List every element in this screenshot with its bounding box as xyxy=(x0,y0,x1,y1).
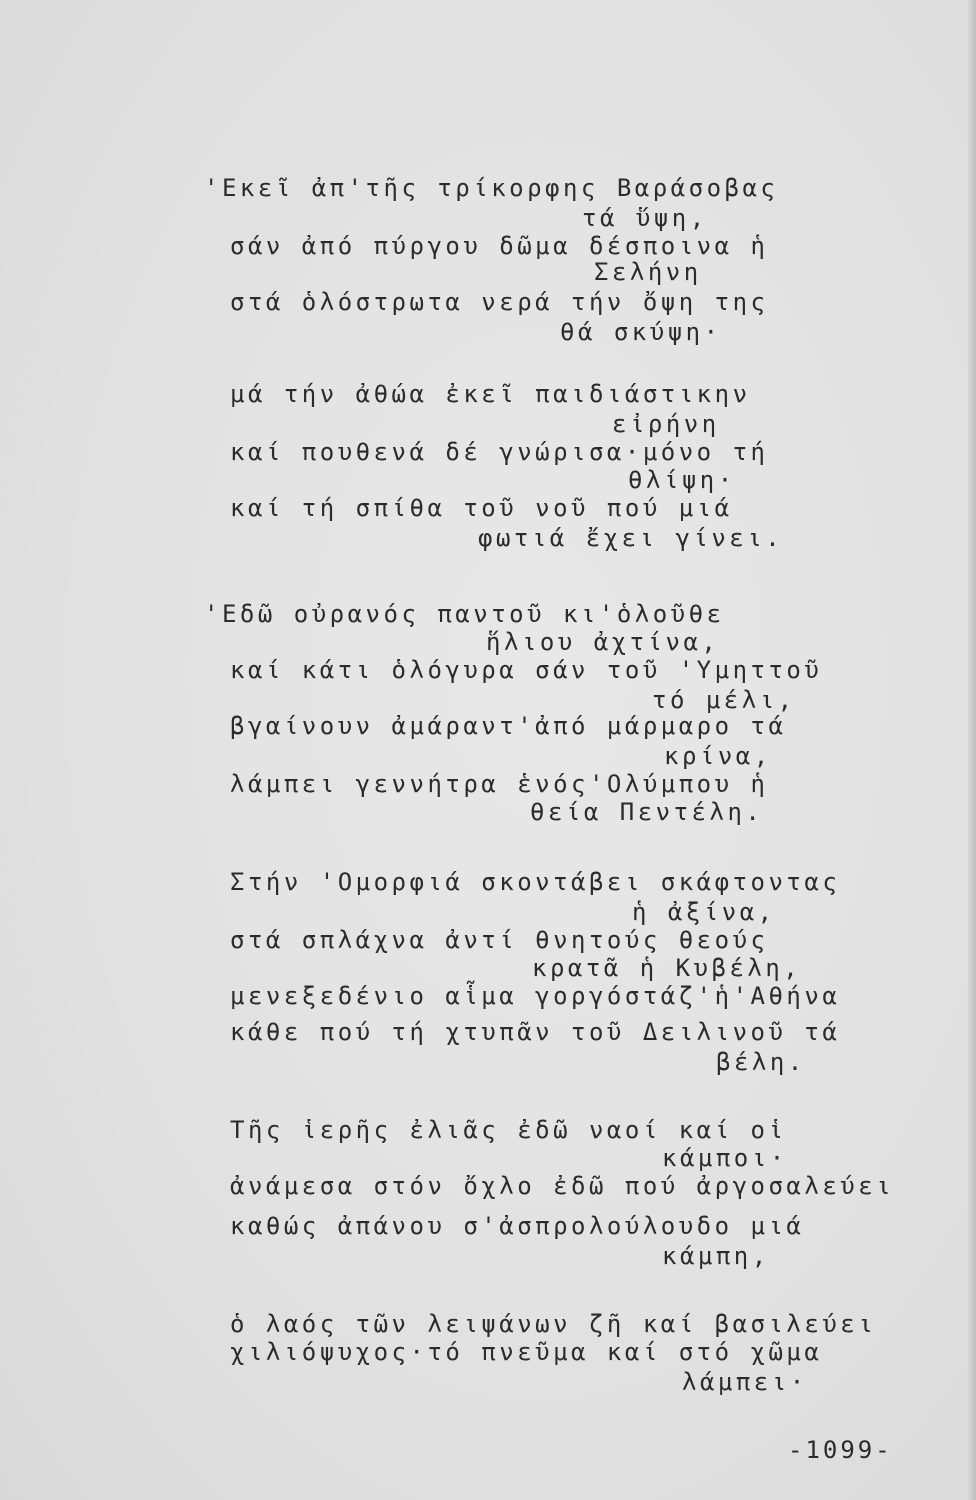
page-edge-shadow xyxy=(968,0,976,1500)
poem-line: βγαίνουν ἀμάραντ'ἀπό μάρμαρο τά xyxy=(230,712,787,740)
poem-line: κάθε πού τή χτυπᾶν τοῦ Δειλινοῦ τά xyxy=(230,1018,841,1046)
poem-line: βέλη. xyxy=(716,1048,806,1076)
poem-line: Στήν 'Ομορφιά σκοντάβει σκάφτοντας xyxy=(230,868,841,896)
poem-line: ἥλιου ἀχτίνα, xyxy=(486,628,720,656)
poem-line: 'Εκεῖ ἀπ'τῆς τρίκορφης Βαράσοβας xyxy=(204,174,779,202)
page-number: -1099- xyxy=(788,1436,893,1464)
poem-line: καί κάτι ὁλόγυρα σάν τοῦ 'Υμηττοῦ xyxy=(230,656,823,684)
poem-line: τά ὕψη, xyxy=(582,204,708,232)
poem-line: στά σπλάχνα ἀντί θνητούς θεούς xyxy=(230,926,769,954)
poem-line: Τῆς ἱερῆς ἐλιᾶς ἐδῶ ναοί καί οἱ xyxy=(230,1116,787,1144)
poem-line: ἡ ἀξίνα, xyxy=(632,898,776,926)
poem-line: κρίνα, xyxy=(664,742,772,770)
poem-line: καθώς ἀπάνου σ'ἀσπρολούλουδο μιά xyxy=(230,1212,805,1240)
poem-line: ὁ λαός τῶν λειψάνων ζῆ καί βασιλεύει xyxy=(230,1310,877,1338)
poem-line: Σελήνη xyxy=(594,258,702,286)
poem-line: κρατᾶ ἡ Κυβέλη, xyxy=(532,954,802,982)
poem-line: θλίψη· xyxy=(628,466,736,494)
poem-line: κάμποι· xyxy=(662,1144,788,1172)
poem-line: ἀνάμεσα στόν ὄχλο ἐδῶ πού ἀργοσαλεύει xyxy=(230,1172,895,1200)
poem-line: καί πουθενά δέ γνώρισα·μόνο τή xyxy=(230,438,769,466)
poem-line: εἰρήνη xyxy=(612,410,720,438)
poem-line: μά τήν ἀθώα ἐκεῖ παιδιάστικην xyxy=(230,380,751,408)
poem-line: καί τή σπίθα τοῦ νοῦ πού μιά xyxy=(230,494,733,522)
poem-line: λάμπει γεννήτρα ἑνός'Ολύμπου ἡ xyxy=(230,770,769,798)
poem-line: θά σκύψη· xyxy=(560,318,722,346)
poem-line: 'Εδῶ οὐρανός παντοῦ κι'ὁλοῦθε xyxy=(204,600,725,628)
poem-line: χιλιόψυχος·τό πνεῦμα καί στό χῶμα xyxy=(230,1338,823,1366)
poem-line: φωτιά ἔχει γίνει. xyxy=(478,524,784,552)
poem-line: σάν ἀπό πύργου δῶμα δέσποινα ἡ xyxy=(230,232,769,260)
poem-line: λάμπει· xyxy=(682,1368,808,1396)
poem-line: τό μέλι, xyxy=(652,686,796,714)
poem-line: στά ὁλόστρωτα νερά τήν ὄψη της xyxy=(230,288,769,316)
poem-line: κάμπη, xyxy=(662,1242,770,1270)
poem-line: θεία Πεντέλη. xyxy=(530,798,764,826)
poem-line: μενεξεδένιο αἷμα γοργόστάζ'ἡ'Αθήνα xyxy=(230,982,841,1010)
